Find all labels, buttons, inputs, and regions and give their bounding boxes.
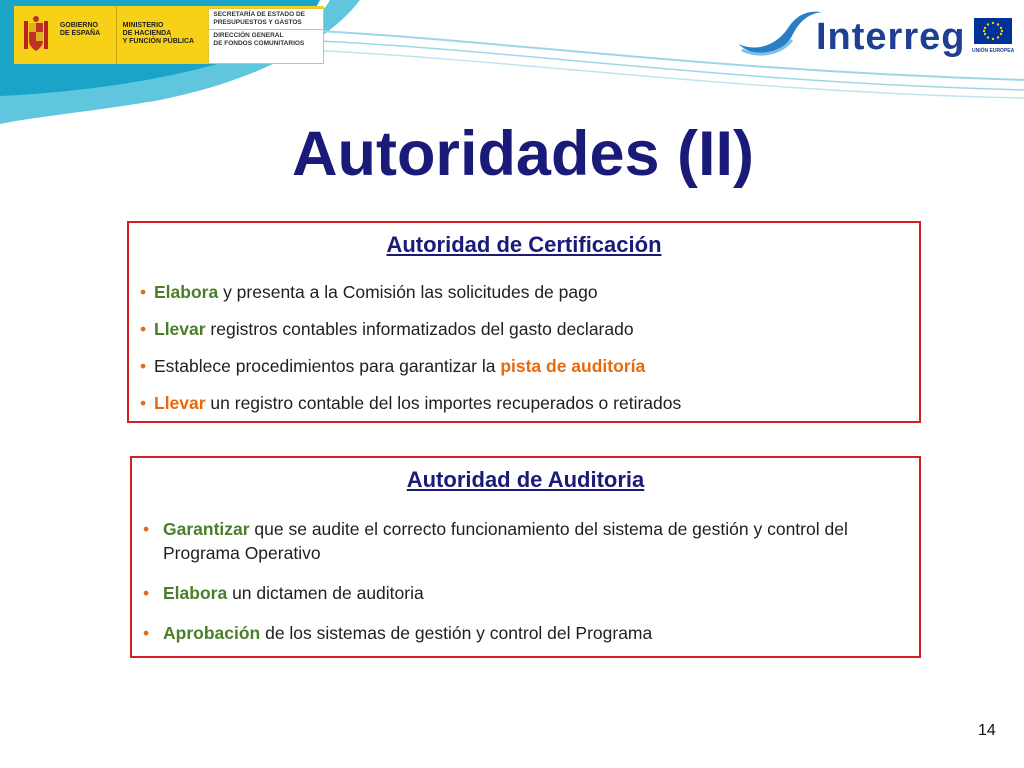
list-item <box>143 517 863 565</box>
bullet-icon: • <box>140 393 147 413</box>
item-text: y presenta a la Comisión las solicitudes de pago <box>218 282 598 302</box>
gov-line-1: GOBIERNO <box>59 22 98 29</box>
ministry-line-2: DE HACIENDA <box>122 30 172 37</box>
item-text: Establece procedimientos para garantizar la <box>154 356 501 376</box>
audit-title: Autoridad de Auditoria <box>406 467 645 492</box>
eu-caption: UNIÓN EUROPEA <box>972 48 1015 54</box>
item-text: de los sistemas de gestión y control del Programa <box>260 623 653 643</box>
gov-line-2: DE ESPAÑA <box>59 30 101 37</box>
certification-title: Autoridad de Certificación <box>386 232 662 257</box>
bullet-icon: • <box>140 282 147 302</box>
bullet-icon: • <box>140 356 147 376</box>
list-item <box>140 356 681 377</box>
ministry-line-3: Y FUNCIÓN PÚBLICA <box>122 38 195 45</box>
item-text: un registro contable del los importes recuperados o retirados <box>205 393 682 413</box>
list-item <box>143 621 863 645</box>
spanish-government-logo <box>14 6 324 64</box>
item-text: un dictamen de auditoria <box>227 583 424 603</box>
bullet-icon: • <box>143 519 150 539</box>
item-highlight: pista de auditoría <box>500 356 646 376</box>
bullet-icon: • <box>140 319 147 339</box>
bullet-icon: • <box>143 583 150 603</box>
interreg-logo <box>736 6 1016 66</box>
bullet-icon: • <box>143 623 150 643</box>
interreg-swirl-icon <box>736 6 826 66</box>
list-item <box>143 581 863 605</box>
interreg-wordmark: Interreg <box>816 16 966 58</box>
coat-of-arms-icon <box>14 6 58 64</box>
eu-flag-icon <box>974 18 1012 44</box>
secretary-block <box>208 8 324 64</box>
certification-box <box>127 221 921 423</box>
direction-line-2: DE FONDOS COMUNITARIOS <box>213 40 305 47</box>
certification-list <box>140 282 681 430</box>
item-keyword: Aprobación <box>163 623 261 643</box>
secretary-line-1: SECRETARÍA DE ESTADO DE <box>213 11 305 18</box>
list-item <box>140 319 681 340</box>
list-item <box>140 282 681 303</box>
item-keyword: Elabora <box>163 583 228 603</box>
item-text: que se audite el correcto funcionamiento del sistema de gestión y control del Programa Operativo <box>163 519 848 563</box>
item-keyword: Elabora <box>154 282 219 302</box>
list-item <box>140 393 681 414</box>
item-keyword: Garantizar <box>163 519 250 539</box>
item-text: registros contables informatizados del gasto declarado <box>205 319 634 339</box>
page-number: 14 <box>978 722 996 739</box>
audit-list <box>143 517 863 661</box>
slide-title: Autoridades (II) <box>291 119 754 189</box>
item-keyword: Llevar <box>154 319 206 339</box>
item-keyword: Llevar <box>154 393 206 413</box>
audit-box <box>130 456 921 658</box>
direction-line-1: DIRECCIÓN GENERAL <box>213 32 284 39</box>
ministry-line-1: MINISTERIO <box>122 22 164 29</box>
secretary-line-2: PRESUPUESTOS Y GASTOS <box>213 19 302 26</box>
